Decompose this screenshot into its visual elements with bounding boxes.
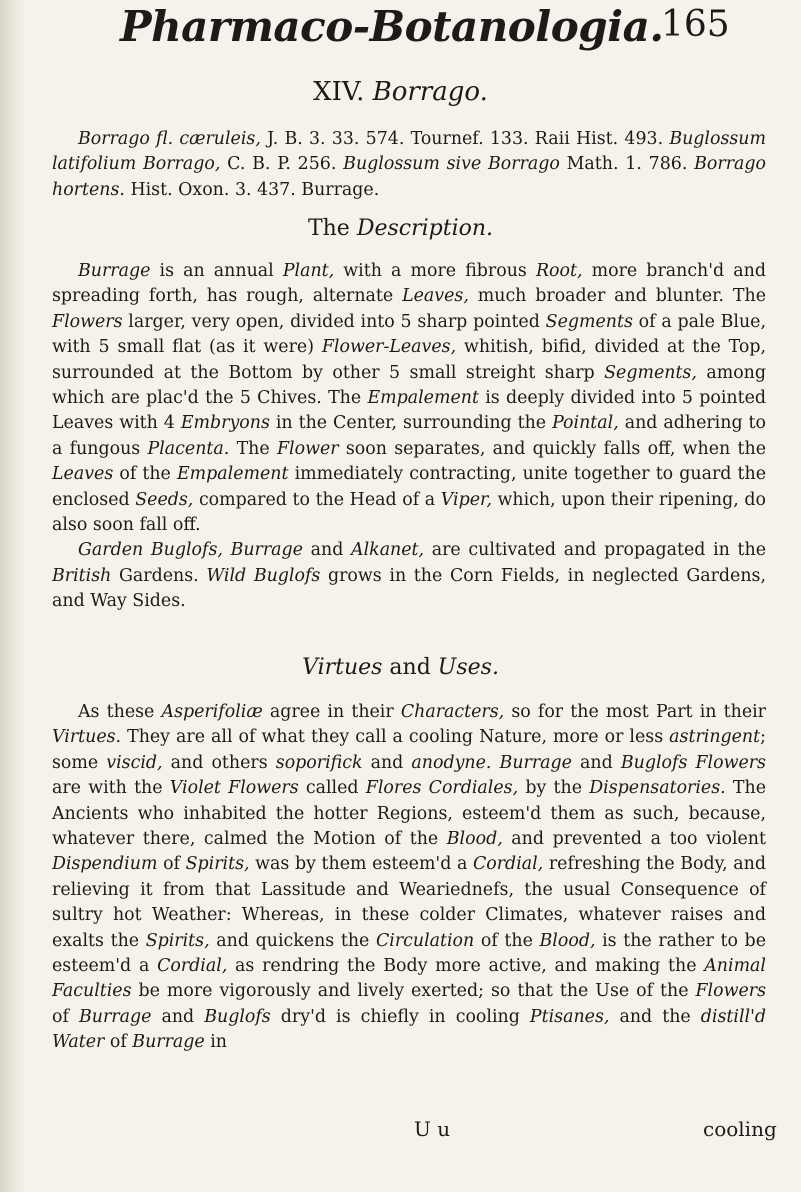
running-title: Pharmaco-Botanologia. xyxy=(120,2,664,51)
text-run: are cultivated and propagated in the xyxy=(424,540,767,561)
catchword: cooling xyxy=(703,1117,777,1141)
text-run: so for the most Part in their xyxy=(504,702,766,722)
italic-run: Root, xyxy=(535,261,583,281)
text-run: of xyxy=(104,1032,133,1053)
text-run: refreshing the Body, and relieving it from that Lassitude and Weariednefs, the usual Consequence of sultry hot Weather: Whereas, in these colder Climates, whatever raises and exalts the xyxy=(52,854,766,951)
italic-run: Burrage xyxy=(499,752,572,773)
italic-run: Burrage xyxy=(78,1006,152,1027)
synonyms-text xyxy=(52,127,766,203)
text-run: The Ancients who inhabited the hotter Regions, esteem'd them as such, because, whatever there, calmed the Motion of the xyxy=(52,778,766,850)
italic-run: Ptisanes, xyxy=(529,1006,610,1027)
text-run: of the xyxy=(474,930,540,951)
italic-run: astringent xyxy=(669,727,761,748)
virtues-heading-virtues: Virtues xyxy=(302,655,383,680)
text-run: immediately contracting, unite together to guard the enclosed xyxy=(52,464,766,510)
text-run: more branch'd and spreading forth, has rough, alternate xyxy=(52,261,766,307)
italic-run: distill'd Water xyxy=(52,1006,766,1053)
italic-run: Leaves xyxy=(52,464,114,485)
italic-run: Flores Cordiales, xyxy=(365,778,519,799)
text-run: and quickens the xyxy=(209,930,376,951)
italic-run: Buglossum latifolium Borrago, xyxy=(52,129,766,175)
text-run: They are all of what they call a cooling Nature, more or less xyxy=(121,727,670,748)
text-run: with a more fibrous xyxy=(334,261,536,281)
text-run: C. B. P. 256. xyxy=(220,154,344,175)
italic-run: Blood, xyxy=(539,930,596,951)
text-run: much broader and blunter. The xyxy=(468,286,767,307)
italic-run: Flower-Leaves, xyxy=(321,337,457,358)
text-run: of the xyxy=(113,464,177,485)
text-run: Math. 1. 786. xyxy=(559,154,695,175)
text-run: was by them esteem'd a xyxy=(249,854,473,875)
italic-run: Burrage xyxy=(78,261,151,281)
italic-run: Animal Faculties xyxy=(52,956,766,1002)
italic-run: Blood, xyxy=(446,829,503,850)
italic-run: viscid, xyxy=(106,752,163,773)
italic-run: Leaves, xyxy=(402,286,469,307)
text-run: agree in their xyxy=(262,702,401,722)
text-run: in xyxy=(204,1032,227,1053)
italic-run: Flowers xyxy=(52,311,123,332)
section-title xyxy=(0,77,801,107)
italic-run: Empalement xyxy=(367,388,479,409)
italic-run: Dispendium xyxy=(52,854,158,875)
text-run: compared to the Head of a xyxy=(193,489,441,510)
italic-run: Circulation xyxy=(375,930,475,951)
italic-run: Segments xyxy=(545,311,633,332)
section-number: XIV. xyxy=(313,77,365,107)
virtues-heading xyxy=(0,655,801,680)
text-run: which, upon their ripening, do also soon fall off. xyxy=(52,489,766,536)
text-run: is deeply divided into 5 pointed Leaves with 4 xyxy=(52,388,766,434)
italic-run: Garden Buglofs, Burrage xyxy=(78,540,303,561)
text-run: be more vigorously and lively exerted; so that the Use of the xyxy=(131,981,696,1002)
virtues-paragraph xyxy=(52,700,766,1056)
signature-mark: U u xyxy=(414,1117,451,1141)
text-run: of a pale Blue, with 5 small flat (as it were) xyxy=(52,311,766,358)
text-run: called xyxy=(298,778,366,799)
text-run: and the xyxy=(609,1006,701,1027)
italic-run: Alkanet, xyxy=(351,540,425,561)
italic-run: soporifick xyxy=(275,752,363,773)
text-run: as rendring the Body more active, and making the xyxy=(227,956,705,977)
italic-run: Segments, xyxy=(604,362,697,383)
text-run: and xyxy=(362,752,412,773)
description-heading-prefix: The xyxy=(307,216,357,241)
italic-run: Buglossum sive Borrago xyxy=(343,154,560,175)
italic-run: Seeds, xyxy=(135,489,194,510)
text-run: is the rather to be esteem'd a xyxy=(52,930,766,977)
text-run: in the Center, surrounding the xyxy=(269,413,553,434)
italic-run: Viper, xyxy=(440,489,492,510)
description-heading-title: Description. xyxy=(356,216,494,241)
virtues-heading-and: and xyxy=(382,655,438,680)
italic-run: Flower xyxy=(276,438,339,459)
italic-run: Flowers xyxy=(695,981,766,1002)
italic-run: Wild Buglofs xyxy=(206,565,321,586)
text-run: and xyxy=(571,752,621,773)
italic-run: anodyne. xyxy=(411,752,492,773)
italic-run: Plant, xyxy=(282,261,335,281)
text-run: larger, very open, divided into 5 sharp pointed xyxy=(122,311,546,332)
page-header xyxy=(120,0,760,62)
synonyms-paragraph xyxy=(52,127,766,203)
virtues-heading-uses: Uses. xyxy=(437,655,499,680)
text-run: are with the xyxy=(52,778,170,799)
text-run: As these xyxy=(78,702,162,722)
italic-run: Empalement xyxy=(176,464,289,485)
italic-run: Virtues. xyxy=(52,727,122,748)
description-heading xyxy=(0,216,801,241)
text-run: is an annual xyxy=(150,261,283,281)
text-run: J. B. 3. 33. 574. Tournef. 133. Raii Hist. 493. xyxy=(260,129,670,149)
text-run xyxy=(491,753,499,773)
description-paragraph xyxy=(52,259,766,538)
italic-run: Asperifoliæ xyxy=(161,702,263,722)
text-run: and adhering to a fungous xyxy=(52,413,766,459)
text-run: by the xyxy=(518,778,590,799)
text-run: dry'd is chiefly in cooling xyxy=(270,1006,530,1027)
italic-run: Borrago hortens. xyxy=(52,154,767,200)
italic-run: Cordial, xyxy=(157,956,228,977)
text-run: among which are plac'd the 5 Chives. The xyxy=(52,362,766,409)
text-run: of xyxy=(157,854,186,875)
text-run: grows in the Corn Fields, in neglected Gardens, and Way Sides. xyxy=(52,565,767,612)
binding-shadow xyxy=(0,0,26,1192)
text-run: soon separates, and quickly falls off, when the xyxy=(338,438,767,459)
text-run: and xyxy=(302,540,352,561)
italic-run: Placenta. xyxy=(147,438,230,459)
description-paragraph-2 xyxy=(52,538,766,614)
italic-run: Spirits, xyxy=(185,854,250,875)
text-run: and others xyxy=(162,752,276,773)
italic-run: Dispensatories. xyxy=(589,778,726,799)
italic-run: Borrago fl. cæruleis, xyxy=(78,129,261,149)
text-run: ; some xyxy=(52,727,766,773)
virtues-section xyxy=(52,700,766,1056)
text-run: Gardens. xyxy=(111,565,207,586)
text-run: Hist. Oxon. 3. 437. Burrage. xyxy=(124,179,380,200)
text-run: whitish, bifid, divided at the Top, surrounded at the Bottom by other 5 small streight sharp xyxy=(52,337,766,383)
italic-run: Embryons xyxy=(180,413,270,434)
italic-run: Buglofs Flowers xyxy=(620,752,766,773)
italic-run: Characters, xyxy=(400,702,505,722)
section-name: Borrago. xyxy=(372,77,488,107)
text-run: and prevented a too violent xyxy=(502,829,766,850)
italic-run: Cordial, xyxy=(472,854,544,875)
text-run: The xyxy=(229,438,277,459)
page-number: 165 xyxy=(661,4,730,45)
text-run: of xyxy=(52,1006,79,1027)
italic-run: Pointal, xyxy=(552,413,619,434)
description-section xyxy=(52,259,766,615)
italic-run: British xyxy=(52,565,112,586)
italic-run: Buglofs xyxy=(204,1006,271,1027)
italic-run: Spirits, xyxy=(145,930,210,951)
italic-run: Violet Flowers xyxy=(169,778,299,799)
text-run: and xyxy=(151,1006,205,1027)
italic-run: Burrage xyxy=(132,1032,205,1053)
page-footer xyxy=(0,1117,801,1147)
